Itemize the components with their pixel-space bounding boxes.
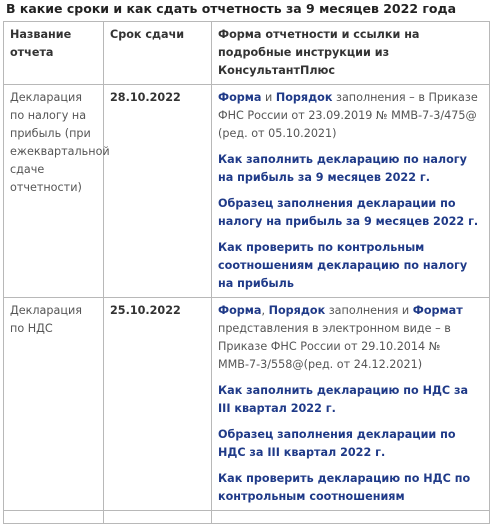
report-name: Декларация по НДС bbox=[4, 298, 104, 511]
header-form-links: Форма отчетности и ссылки на подробные инструкции из КонсультантПлюс bbox=[212, 22, 490, 85]
table-row-partial bbox=[4, 511, 490, 524]
report-name: Декларация по налогу на прибыль (при ежеквартальной сдаче отчетности) bbox=[4, 85, 104, 298]
form-links-cell bbox=[212, 85, 490, 298]
instruction-link[interactable]: Как заполнить декларацию по налогу на прибыль за 9 месяцев 2022 г. bbox=[218, 153, 467, 184]
table-row bbox=[4, 298, 490, 511]
table-row bbox=[4, 85, 490, 298]
page-heading: В какие сроки и как сдать отчетность за 9 месяцев 2022 года bbox=[6, 1, 457, 16]
sample-link[interactable]: Образец заполнения декларации по НДС за III квартал 2022 г. bbox=[218, 428, 456, 459]
form-link[interactable]: Форма bbox=[218, 304, 262, 317]
check-link[interactable]: Как проверить по контрольным соотношениям декларацию по налогу на прибыль bbox=[218, 241, 468, 290]
order-description: заполнения – в Приказе ФНС России от 23.09.2019 № ММВ-7-3/475@ (ред. от 05.10.2021) bbox=[218, 91, 478, 140]
deadline: 25.10.2022 bbox=[104, 298, 212, 511]
sample-link[interactable]: Образец заполнения декларации по налогу на прибыль за 9 месяцев 2022 г. bbox=[218, 197, 479, 228]
reporting-table bbox=[3, 21, 490, 524]
form-link[interactable]: Форма bbox=[218, 91, 262, 104]
order-link[interactable]: Порядок bbox=[275, 91, 333, 104]
connector-text: , bbox=[261, 304, 269, 317]
deadline: 28.10.2022 bbox=[104, 85, 212, 298]
header-report-name: Название отчета bbox=[4, 22, 104, 85]
form-links-cell bbox=[212, 298, 490, 511]
check-link[interactable]: Как проверить декларацию по НДС по контрольным соотношениям bbox=[218, 472, 471, 503]
header-deadline: Срок сдачи bbox=[104, 22, 212, 85]
order-description: представления в электронном виде – в Приказе ФНС России от 29.10.2014 № ММВ-7-3/558@(ред. от 24.12.2021) bbox=[218, 322, 451, 371]
instruction-link[interactable]: Как заполнить декларацию по НДС за III квартал 2022 г. bbox=[218, 384, 469, 415]
order-link[interactable]: Порядок bbox=[268, 304, 326, 317]
table-header-row bbox=[4, 22, 490, 85]
empty-cell bbox=[104, 511, 212, 524]
connector-text: заполнения и bbox=[325, 304, 413, 317]
format-link[interactable]: Формат bbox=[412, 304, 463, 317]
empty-cell bbox=[4, 511, 104, 524]
connector-text: и bbox=[261, 91, 276, 104]
empty-cell bbox=[212, 511, 490, 524]
